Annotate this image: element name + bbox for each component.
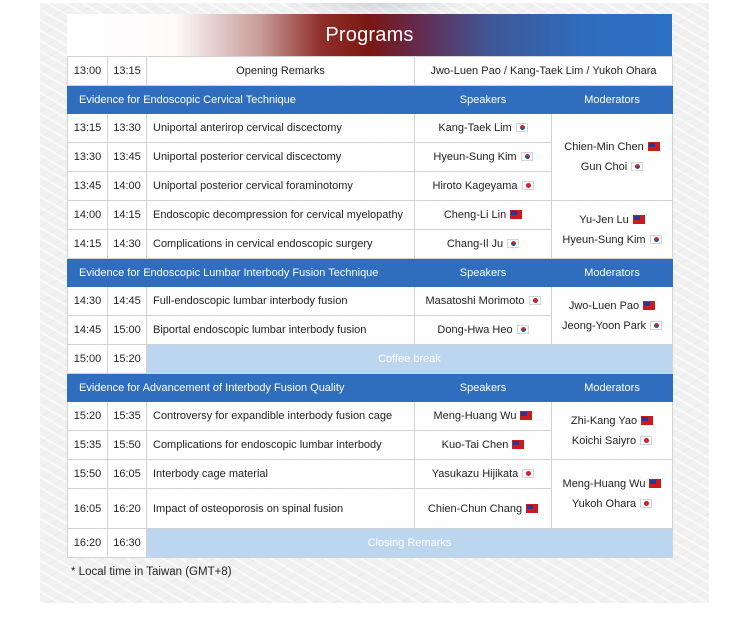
end-time: 13:30 <box>108 114 147 143</box>
moderator-name: Yukoh Ohara <box>571 498 637 510</box>
jp-flag-icon <box>640 436 652 445</box>
speaker-cell <box>415 230 552 259</box>
session-title: Opening Remarks <box>147 57 415 86</box>
start-time: 15:20 <box>68 402 108 431</box>
moderator-name: Koichi Saiyro <box>571 434 637 447</box>
kr-flag-icon <box>507 239 519 248</box>
moderator-cell <box>552 287 673 345</box>
kr-flag-icon <box>517 325 529 334</box>
speaker-name: Yasukazu Hijikata <box>431 468 519 480</box>
start-time: 13:30 <box>68 143 108 172</box>
jp-flag-icon <box>640 499 652 508</box>
section-title: Evidence for Endoscopic Lumbar Interbody Fusion Technique <box>68 259 415 287</box>
kr-flag-icon <box>521 152 533 161</box>
end-time: 16:30 <box>108 529 147 558</box>
speakers-header: Speakers <box>415 86 552 114</box>
end-time: 16:05 <box>108 460 147 489</box>
coffee-break-row <box>68 345 673 374</box>
end-time: 13:45 <box>108 143 147 172</box>
end-time: 14:00 <box>108 172 147 201</box>
start-time: 15:35 <box>68 431 108 460</box>
talk-title: Uniportal posterior cervical foraminotomy <box>147 172 415 201</box>
moderator-name: Zhi-Kang Yao <box>570 414 638 427</box>
speaker-cell <box>415 114 552 143</box>
opening-row <box>68 57 673 86</box>
speaker-name: Meng-Huang Wu <box>433 410 517 422</box>
talk-title: Interbody cage material <box>147 460 415 489</box>
start-time: 14:15 <box>68 230 108 259</box>
tw-flag-icon <box>512 440 524 449</box>
section-header <box>68 259 673 287</box>
speaker-name: Kuo-Tai Chen <box>441 439 509 451</box>
talk-title: Full-endoscopic lumbar interbody fusion <box>147 287 415 316</box>
tw-flag-icon <box>520 411 532 420</box>
table-row <box>68 460 673 489</box>
moderator-name: Chien-Min Chen <box>564 141 644 153</box>
speaker-cell <box>415 489 552 529</box>
start-time: 15:50 <box>68 460 108 489</box>
start-time: 13:45 <box>68 172 108 201</box>
kr-flag-icon <box>650 321 662 330</box>
speaker-name: Masatoshi Morimoto <box>425 295 525 307</box>
tw-flag-icon <box>526 504 538 513</box>
title-banner <box>67 14 672 56</box>
start-time: 13:00 <box>68 57 108 86</box>
talk-title: Controversy for expandible interbody fusion cage <box>147 402 415 431</box>
talk-title: Uniportal anterirор cervical discectomy <box>147 114 415 143</box>
speaker-cell <box>415 172 552 201</box>
moderator-cell <box>552 114 673 201</box>
table-row <box>68 201 673 230</box>
speaker-name: Kang-Taek Lim <box>438 122 512 134</box>
tw-flag-icon <box>510 210 522 219</box>
moderator-name: Jwo-Luen Pao <box>568 299 640 312</box>
tw-flag-icon <box>648 142 660 151</box>
end-time: 16:20 <box>108 489 147 529</box>
speaker-name: Hiroto Kageyama <box>432 180 518 192</box>
kr-flag-icon <box>516 123 528 132</box>
talk-title: Impact of osteoporosis on spinal fusion <box>147 489 415 529</box>
moderator-name: Gun Choi <box>580 161 628 173</box>
end-time: 15:35 <box>108 402 147 431</box>
speaker-name: Hyeun-Sung Kim <box>433 151 517 163</box>
end-time: 15:20 <box>108 345 147 374</box>
start-time: 13:15 <box>68 114 108 143</box>
start-time: 16:05 <box>68 489 108 529</box>
talk-title: Biportal endoscopic lumbar interbody fusion <box>147 316 415 345</box>
end-time: 13:15 <box>108 57 147 86</box>
page-title: Programs <box>325 23 414 46</box>
table-row <box>68 287 673 316</box>
speaker-name: Chang-Il Ju <box>446 238 504 250</box>
moderators-header: Moderators <box>552 86 673 114</box>
tw-flag-icon <box>641 416 653 425</box>
tw-flag-icon <box>643 301 655 310</box>
jp-flag-icon <box>522 181 534 190</box>
tw-flag-icon <box>649 479 661 488</box>
start-time: 14:45 <box>68 316 108 345</box>
kr-flag-icon <box>631 162 643 171</box>
talk-title: Endoscopic decompression for cervical myelopathy <box>147 201 415 230</box>
start-time: 16:20 <box>68 529 108 558</box>
moderator-cell <box>552 402 673 460</box>
speaker-name: Dong-Hwa Heo <box>437 324 513 336</box>
jp-flag-icon <box>529 296 541 305</box>
program-table <box>67 56 673 558</box>
end-time: 14:30 <box>108 230 147 259</box>
opening-people: Jwo-Luen Pao / Kang-Taek Lim / Yukoh Ohara <box>415 57 673 86</box>
talk-title: Complications for endoscopic lumbar interbody <box>147 431 415 460</box>
moderator-name: Hyeun-Sung Kim <box>562 233 646 246</box>
section-title: Evidence for Endoscopic Cervical Technique <box>68 86 415 114</box>
speaker-cell <box>415 143 552 172</box>
moderator-cell <box>552 201 673 259</box>
start-time: 15:00 <box>68 345 108 374</box>
start-time: 14:30 <box>68 287 108 316</box>
speaker-name: Cheng-Li Lin <box>443 209 507 221</box>
section-header <box>68 374 673 402</box>
moderator-cell <box>552 460 673 529</box>
end-time: 14:15 <box>108 201 147 230</box>
speaker-cell <box>415 287 552 316</box>
speaker-name: Chien-Chun Chang <box>427 502 523 515</box>
speaker-cell <box>415 316 552 345</box>
moderator-name: Meng-Huang Wu <box>562 478 646 490</box>
speaker-cell <box>415 201 552 230</box>
end-time: 14:45 <box>108 287 147 316</box>
kr-flag-icon <box>650 235 662 244</box>
section-header <box>68 86 673 114</box>
jp-flag-icon <box>522 469 534 478</box>
moderators-header: Moderators <box>552 259 673 287</box>
speaker-cell <box>415 402 552 431</box>
start-time: 14:00 <box>68 201 108 230</box>
end-time: 15:50 <box>108 431 147 460</box>
coffee-break-label: Coffee break <box>147 345 673 374</box>
end-time: 15:00 <box>108 316 147 345</box>
section-title: Evidence for Advancement of Interbody Fusion Quality <box>68 374 415 402</box>
speakers-header: Speakers <box>415 259 552 287</box>
closing-row <box>68 529 673 558</box>
moderator-name: Yu-Jen Lu <box>579 213 629 226</box>
talk-title: Complications in cervical endoscopic surgery <box>147 230 415 259</box>
speakers-header: Speakers <box>415 374 552 402</box>
moderators-header: Moderators <box>552 374 673 402</box>
speaker-cell <box>415 431 552 460</box>
table-row <box>68 114 673 143</box>
moderator-name: Jeong-Yoon Park <box>562 319 646 332</box>
table-row <box>68 402 673 431</box>
timezone-note: * Local time in Taiwan (GMT+8) <box>71 566 232 578</box>
closing-remarks-label: Closing Remarks <box>147 529 673 558</box>
talk-title: Uniportal posterior cervical discectomy <box>147 143 415 172</box>
speaker-cell <box>415 460 552 489</box>
tw-flag-icon <box>633 215 645 224</box>
